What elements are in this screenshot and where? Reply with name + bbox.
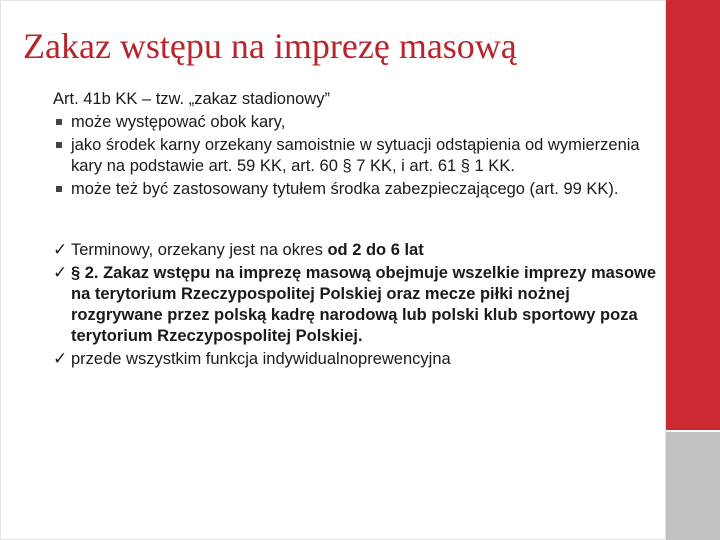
slide-content (53, 89, 665, 372)
check-item-bold-text: § 2. Zakaz wstępu na imprezę masową obejmuje wszelkie imprezy masowe na terytorium Rzeczypospolitej Polskiej oraz mecze piłki nożnej rozgrywane przez polską kadrę narodową lub polski klub sportowy poza terytorium Rzeczypospolitej Polskiej. (71, 264, 657, 345)
check-item-bold-text: od 2 do 6 lat (327, 241, 424, 259)
list-item-text: może też być zastosowany tytułem środka zabezpieczającego (art. 99 KK). (71, 180, 619, 198)
check-list-item (53, 349, 665, 370)
list-item-text: może występować obok kary, (71, 113, 286, 131)
checkmark-icon: ✓ (53, 349, 68, 369)
list-item (53, 179, 665, 200)
side-accent-bars (666, 0, 720, 540)
slide-title: Zakaz wstępu na imprezę masową (23, 26, 517, 66)
list-item-text: jako środek karny orzekany samoistnie w sytuacji odstąpienia od wymierzenia kary na podstawie art. 59 KK, art. 60 § 7 KK, i art. 61 § 1 KK. (71, 136, 640, 175)
check-item-text: Terminowy, orzekany jest na okres (71, 241, 328, 259)
red-accent-bar (666, 0, 720, 432)
check-list-item (53, 240, 665, 261)
gray-accent-bar (666, 432, 720, 540)
check-item-text: przede wszystkim funkcja indywidualnoprewencyjna (71, 350, 451, 368)
square-bullet-icon (56, 142, 62, 148)
square-bullet-icon (56, 186, 62, 192)
spacer (53, 202, 665, 240)
check-list-item (53, 263, 665, 347)
list-item (53, 112, 665, 133)
checkmark-icon: ✓ (53, 240, 68, 260)
intro-text: Art. 41b KK – tzw. „zakaz stadionowy” (53, 90, 330, 108)
square-bullet-icon (56, 119, 62, 125)
checkmark-icon: ✓ (53, 263, 68, 283)
list-item (53, 135, 665, 177)
